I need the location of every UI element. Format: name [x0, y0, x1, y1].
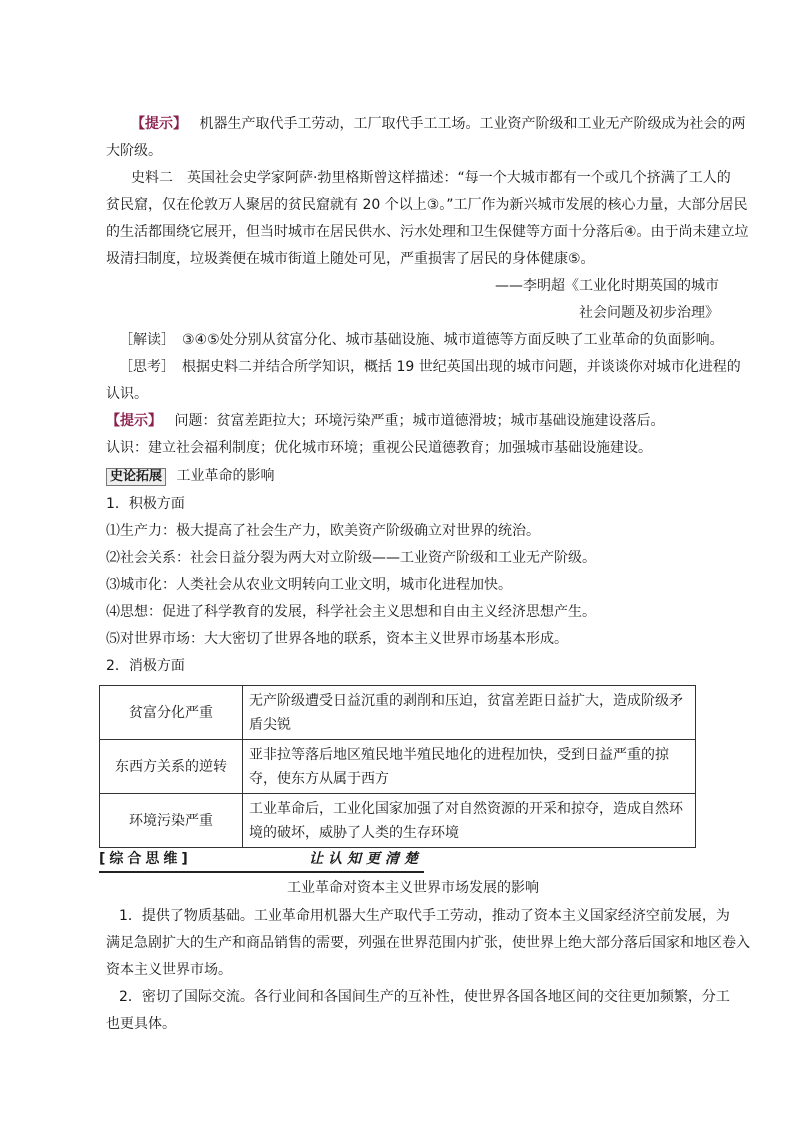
hint2-text: 问题：贫富差距拉大；环境污染严重；城市道德滑坡；城市基础设施建设落后。	[174, 413, 665, 429]
positive-heading: 1．积极方面	[106, 496, 185, 512]
think-line-2: 认识。	[106, 386, 148, 402]
table-key: 环境污染严重	[100, 794, 243, 848]
source-line-3: 的生活都围绕它展开，但当时城市在居民供水、污水处理和卫生保健等方面十分落后④。由于尚未建立垃	[106, 224, 749, 240]
negative-heading: 2．消极方面	[106, 658, 185, 674]
synth-tag: [综合思维]	[99, 851, 192, 867]
expand-heading	[106, 466, 274, 486]
synth-title: 工业革命对资本主义世界市场发展的影响	[287, 880, 539, 896]
hint2-label: 【提示】	[106, 413, 162, 429]
expand-tag: 史论拓展	[106, 468, 166, 486]
positive-item: ⑵社会关系：社会日益分裂为两大对立阶级——工业资产阶级和工业无产阶级。	[106, 550, 596, 566]
synth-slogan: 让认知更清楚	[309, 851, 423, 867]
positive-item: ⑶城市化：人类社会从农业文明转向工业文明，城市化进程加快。	[106, 577, 512, 593]
table-row	[100, 740, 696, 794]
positive-item: ⑴生产力：极大提高了社会生产力，欧美资产阶级确立对世界的统治。	[106, 523, 540, 539]
table-value: 工业革命后，工业化国家加强了对自然资源的开采和掠夺，造成自然环境的破坏，威胁了人类的生存环境	[243, 794, 696, 848]
table-row	[100, 686, 696, 740]
positive-item: ⑷思想：促进了科学教育的发展，科学社会主义思想和自由主义经济思想产生。	[106, 604, 596, 620]
hint-line-2: 大阶级。	[106, 143, 162, 159]
interpret-line: ［解读］ ③④⑤处分别从贫富分化、城市基础设施、城市道德等方面反映了工业革命的负面影响。	[119, 332, 724, 348]
table-key: 贫富分化严重	[100, 686, 243, 740]
source-line-4: 圾清扫制度，垃圾粪便在城市街道上随处可见，严重损害了居民的身体健康⑤。	[106, 251, 595, 267]
synth-p2-line-1: 2．密切了国际交流。各行业间和各国间生产的互补性，使世界各国各地区间的交往更加频繁，分工	[119, 989, 730, 1005]
expand-title: 工业革命的影响	[176, 468, 275, 484]
table-value: 亚非拉等落后地区殖民地半殖民地化的进程加快，受到日益严重的掠夺，使东方从属于西方	[243, 740, 696, 794]
citation-line-2: 社会问题及初步治理》	[579, 305, 719, 321]
synth-p1-line-2: 满足急剧扩大的生产和商品销售的需要，列强在世界范围内扩张，使世界上绝大部分落后国家和地区卷入	[106, 935, 750, 951]
negative-effects-table	[99, 685, 696, 848]
positive-item: ⑸对世界市场：大大密切了世界各地的联系，资本主义世界市场基本形成。	[106, 631, 568, 647]
synth-p2-line-2: 也更具体。	[106, 1016, 176, 1032]
synth-header	[99, 849, 424, 873]
table-value: 无产阶级遭受日益沉重的剥削和压迫，贫富差距日益扩大，造成阶级矛盾尖锐	[243, 686, 696, 740]
synth-p1-line-1: 1．提供了物质基础。工业革命用机器大生产取代手工劳动，推动了资本主义国家经济空前发展，为	[119, 908, 730, 924]
hint2-line-2: 认识：建立社会福利制度；优化城市环境；重视公民道德教育；加强城市基础设施建设。	[106, 440, 652, 456]
think-line-1: ［思考］ 根据史料二并结合所学知识，概括 19 世纪英国出现的城市问题，并谈谈你对城市化进程的	[119, 359, 741, 375]
synth-p1-line-3: 资本主义世界市场。	[106, 962, 232, 978]
source-line-1: 史料二 英国社会史学家阿萨·勃里格斯曾这样描述：“每一个大城市都有一个或几个挤满了工人的	[131, 170, 731, 186]
table-row	[100, 794, 696, 848]
hint2-line-1	[106, 411, 664, 431]
citation-line-1: ——李明超《工业化时期英国的城市	[495, 278, 719, 294]
source-line-2: 贫民窟，仅在伦敦万人聚居的贫民窟就有 20 个以上③。”工厂作为新兴城市发展的核心力量，大部分居民	[106, 197, 748, 213]
hint-line-1	[131, 114, 745, 134]
hint-text: 机器生产取代手工劳动，工厂取代手工工场。工业资产阶级和工业无产阶级成为社会的两	[199, 116, 746, 132]
table-key: 东西方关系的逆转	[100, 740, 243, 794]
hint-label: 【提示】	[131, 116, 187, 132]
